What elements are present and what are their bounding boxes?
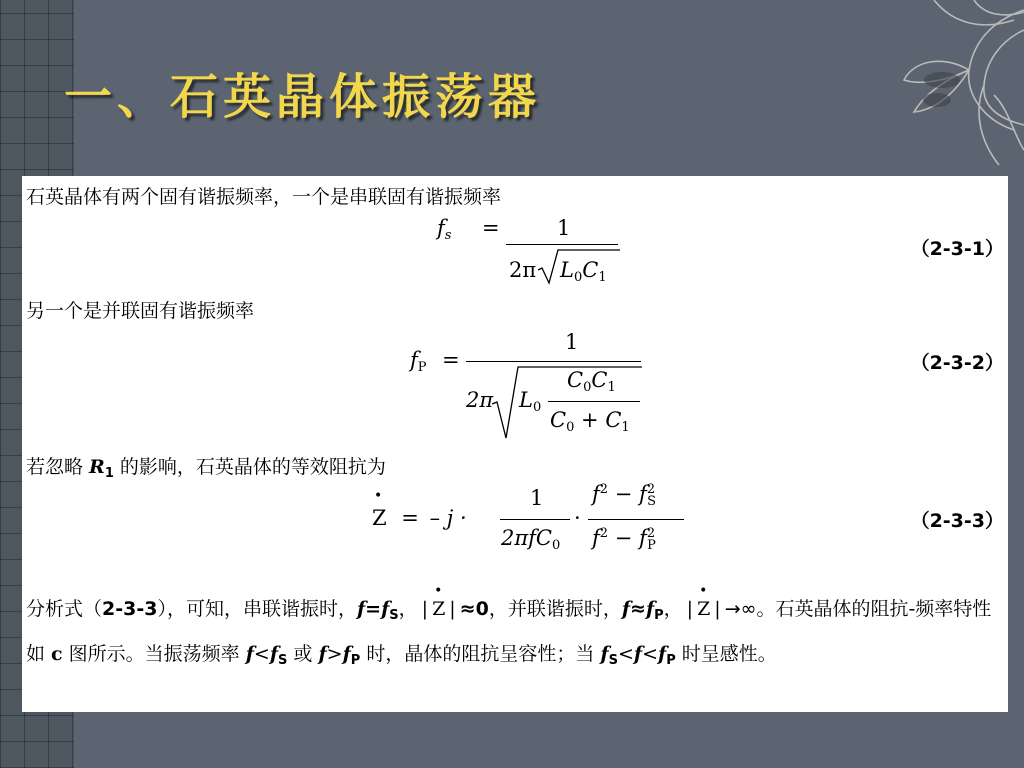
para-p1: 分析式（ xyxy=(26,598,103,620)
para-fP1-sub: P xyxy=(350,653,361,668)
para-lt1: < xyxy=(253,643,270,665)
slide-title: 一、石英晶体振荡器 xyxy=(64,69,542,125)
para-f1: f xyxy=(356,598,366,620)
eq2-den-C0-sub: 0 xyxy=(566,420,575,435)
para-gt1: > xyxy=(326,643,343,665)
equation-impedance xyxy=(372,506,467,530)
text-parallel-resonance: 另一个是并联固有谐振频率 xyxy=(26,300,255,322)
line3-R-sub: 1 xyxy=(104,466,114,481)
eq1-numerator: 1 xyxy=(557,216,571,240)
para-arrow-inf: →∞ xyxy=(724,598,757,620)
eq1-lhs: f xyxy=(437,216,445,240)
eq3-bottom-poly xyxy=(592,526,656,553)
eq2-fraction-bar xyxy=(466,361,641,362)
eq3-equals: = xyxy=(401,506,419,530)
eq2-plus: + xyxy=(581,408,599,432)
eq3-den-sub: 0 xyxy=(552,538,561,553)
para-lt3: < xyxy=(642,643,658,665)
para-fS1: f xyxy=(269,643,279,665)
para-fP2: f xyxy=(658,643,667,665)
para-eq: = xyxy=(365,598,382,620)
eq3-top-poly xyxy=(592,482,656,509)
eq3-bot-fP: f xyxy=(639,526,647,550)
eq2-den-C1: C xyxy=(605,408,622,432)
eq3-top-sq: 2 xyxy=(599,482,609,497)
para-lt2: < xyxy=(617,643,634,665)
equation-series-frequency xyxy=(437,216,451,243)
eq3-fraction-bar-2 xyxy=(588,519,684,520)
eq3-bot-sq: 2 xyxy=(599,526,609,541)
eq2-two-pi: 2π xyxy=(466,388,494,412)
eq2-C0-sub: 0 xyxy=(583,380,592,395)
para-fS1-sub: S xyxy=(278,653,288,668)
eq3-top-fS: f xyxy=(639,482,647,506)
para-c: c xyxy=(51,643,63,665)
para-p2: ），可知，串联谐振时， xyxy=(157,598,357,620)
eq3-top-f: f xyxy=(592,482,600,506)
eq3-numerator: 1 xyxy=(530,486,544,510)
content-panel xyxy=(22,176,1008,712)
para-p10: 时呈感性。 xyxy=(675,643,777,665)
para-f3: f xyxy=(245,643,254,665)
eq2-den-C1-sub: 1 xyxy=(621,420,630,435)
para-p7: 图所示。当振荡频率 xyxy=(62,643,246,665)
eq3-denominator xyxy=(501,526,560,553)
eq2-lhs: f xyxy=(410,348,418,372)
line3-pre: 若忽略 xyxy=(26,456,90,478)
eq3-bot-fP-sub: P xyxy=(647,538,656,553)
eq1-L-sub: 0 xyxy=(573,270,583,285)
eq3-dot: · xyxy=(574,506,581,530)
para-p3: ， xyxy=(398,598,418,620)
eq3-top-minus: − xyxy=(614,482,633,506)
text-series-resonance: 石英晶体有两个固有谐振频率，一个是串联固有谐振频率 xyxy=(26,186,502,208)
equation-number-2: （2-3-2） xyxy=(910,352,1004,374)
eq1-fraction-bar xyxy=(506,244,618,245)
para-approx0: ≈0 xyxy=(459,598,489,620)
para-f5: f xyxy=(633,643,643,665)
eq3-minus-j: – j · xyxy=(429,506,467,530)
eq2-equals: = xyxy=(442,348,460,372)
eq1-C: C xyxy=(582,258,599,282)
equation-parallel-frequency xyxy=(410,348,427,375)
eq1-L: L xyxy=(560,258,574,282)
eq2-lhs-sub: P xyxy=(417,360,427,375)
eq3-top-fS-sub: S xyxy=(647,494,657,509)
para-p6: 。石英晶体的阻抗-频率特性如 xyxy=(26,598,992,665)
equation-number-3: （2-3-3） xyxy=(910,510,1004,532)
eq3-bot-minus: − xyxy=(614,526,633,550)
analysis-paragraph: 分析式（2-3-3），可知，串联谐振时，$f=f_S$， |• Z | ≈0，并联谐振时，$f\approx f_P$， |• Z | →∞。石英晶体的阻抗-频率特性如 c 图所示。当振荡频率 $f<f_S$ 或 $f>f_P$ 时，晶体的阻抗呈容性；当 $f_S<f<f_P$ 时呈感性。 xyxy=(26,590,1006,680)
eq2-numerator: 1 xyxy=(565,330,579,354)
eq3-bot-f: f xyxy=(592,526,600,550)
para-fP: f xyxy=(645,598,655,620)
eq1-two-pi: 2π xyxy=(509,258,537,282)
para-p9: 时，晶体的阻抗呈容性；当 xyxy=(360,643,601,665)
eq3-bot-fP-sq: 2 xyxy=(646,526,656,541)
para-fP-sub: P xyxy=(654,608,664,623)
eq1-equals: = xyxy=(482,216,500,240)
text-impedance-intro xyxy=(26,452,386,481)
para-p4: ，并联谐振时， xyxy=(488,598,622,620)
eq3-fraction-bar-1 xyxy=(500,519,570,520)
eq2-inner-denominator xyxy=(550,408,630,435)
para-fS2-sub: S xyxy=(608,653,618,668)
eq1-C-sub: 1 xyxy=(598,270,607,285)
para-p5: ， xyxy=(663,598,683,620)
line3-post: 的影响，石英晶体的等效阻抗为 xyxy=(113,456,386,478)
equation-number-1: （2-3-1） xyxy=(910,238,1004,260)
eq2-L-letter: L xyxy=(519,388,533,412)
para-fS-sub: S xyxy=(389,608,399,623)
eq2-inner-bar xyxy=(548,401,640,402)
para-fS: f xyxy=(381,598,390,620)
eq1-lhs-sub: s xyxy=(444,228,452,243)
eq2-L-sub: 0 xyxy=(532,400,542,415)
para-fP1: f xyxy=(342,643,351,665)
para-approx: ≈ xyxy=(630,598,646,620)
eq2-C1: C xyxy=(591,368,608,392)
eq3-top-fS-sq: 2 xyxy=(646,482,656,497)
eq2-den-C0: C xyxy=(550,408,567,432)
eq2-inner-numerator xyxy=(567,368,616,395)
butterfly-ornament-icon xyxy=(874,0,1024,170)
para-ref: 2-3-3 xyxy=(102,598,158,620)
eq3-den: 2πfC xyxy=(501,526,553,550)
eq2-C1-sub: 1 xyxy=(607,380,616,395)
para-fS2: f xyxy=(600,643,609,665)
line3-R: R xyxy=(89,456,105,478)
para-p8: 或 xyxy=(287,643,319,665)
eq2-C0: C xyxy=(567,368,584,392)
eq3-Z: • Z xyxy=(372,506,387,530)
para-f4: f xyxy=(318,643,327,665)
eq2-L xyxy=(519,388,541,415)
para-fP2-sub: P xyxy=(666,653,676,668)
para-f2: f xyxy=(621,598,631,620)
eq1-radicand xyxy=(560,258,607,285)
